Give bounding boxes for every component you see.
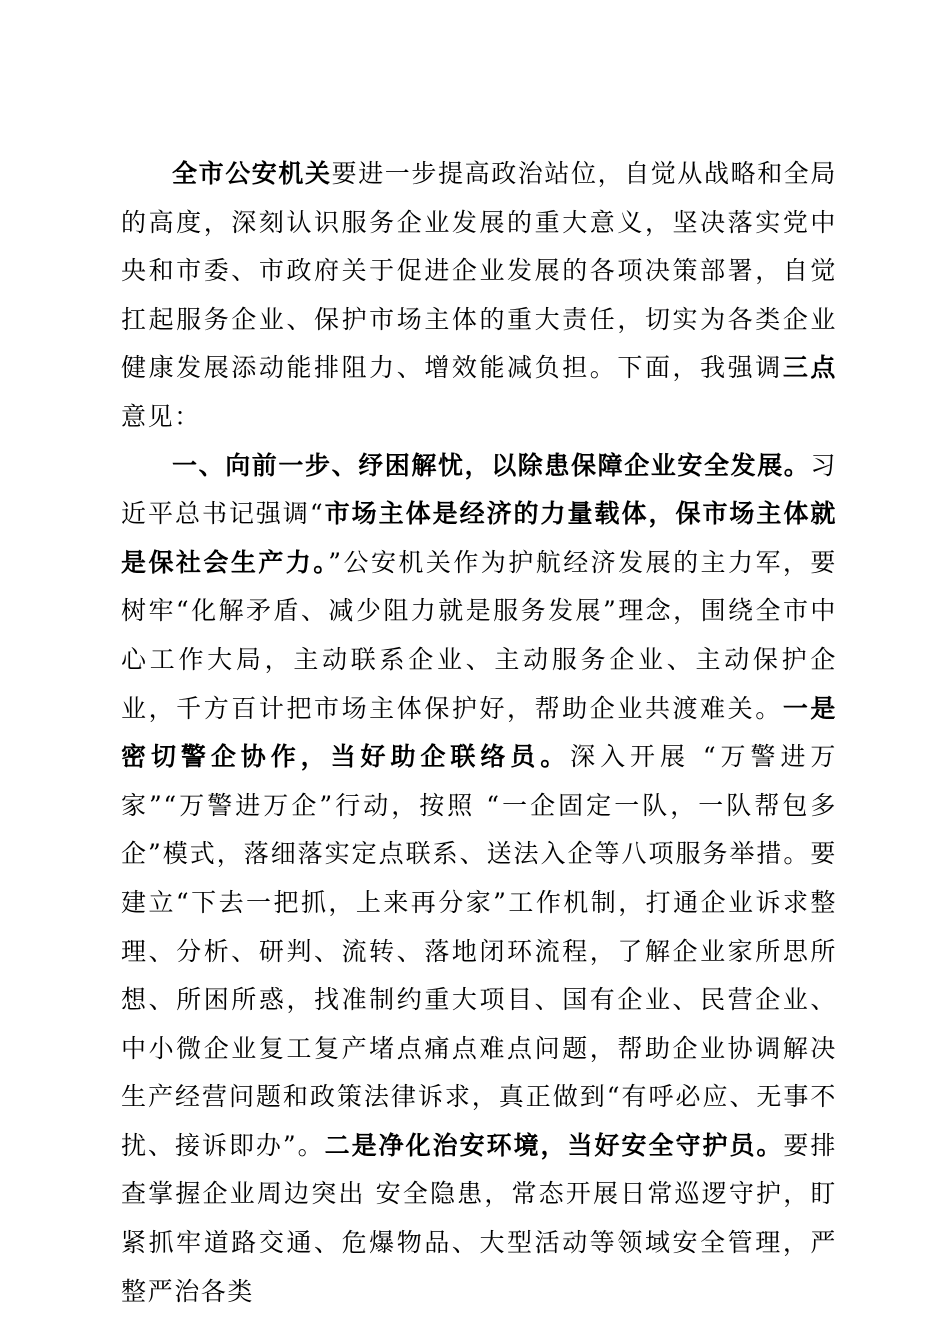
bold-phrase: 全市公安机关: [172, 159, 332, 188]
document-body: [121, 150, 837, 1316]
text-run: 习近平总书记强调“: [121, 450, 838, 529]
text-run: 深入开展 “万警进万家”“万警进万企”行动，按照 “一企固定一队，一队帮包多企”模式，落细落实定点联系、送法入企等八项服务举措。要建立“下去一把抓，上来再分家”工作机制，打通企业诉求整理、分析、研判、流转、落地闭环流程，了解企业家所思所想、所困所惑，找准制约重大项目、国有企业、民营企业、中小微企业复工复产堵点痛点难点问题，帮助企业协调解决生产经营问题和政策法律诉求，真正做到“有呼必应、无事不扰、接诉即办”。: [121, 742, 837, 1160]
bold-phrase: 三点: [782, 353, 838, 383]
paragraph-intro: [121, 150, 837, 442]
text-run: 要排查掌握企业周边突出 安全隐患，常态开展日常巡逻守护，盯紧抓牢道路交通、危爆物品、大型活动等领域安全管理，严整严治各类: [121, 1130, 838, 1306]
paragraph-section-one: [121, 442, 837, 1317]
subheading-two: 二是净化治安环境，当好安全守护员。: [324, 1130, 784, 1160]
text-run: 意见：: [121, 401, 201, 431]
text-run: ”公安机关作为护航经济发展的主力军，要树牢“化解矛盾、减少阻力就是服务发展”理念，围绕全市中心工作大局，主动联系企业、主动服务企业、主动保护企业，千方百计把市场主体保护好，帮助企业共渡难关。: [121, 547, 837, 723]
subheading-one: 一是密切警企协作，当好助企联络员。: [121, 693, 838, 772]
bold-quote: 市场主体是经济的力量载体，保市场主体就是保社会生产力。: [121, 499, 837, 577]
text-run: 要进一步提高政治站位，自觉从战略和全局的高度，深刻认识服务企业发展的重大意义，坚决落实党中央和市委、市政府关于促进企业发展的各项决策部署，自觉扛起服务企业、保护市场主体的重大责任，切实为各类企业健康发展添动能排阻力、增效能减负担。下面，我强调: [121, 159, 838, 383]
section-heading: 一、向前一步、纾困解忧，以除患保障企业安全发展。: [172, 450, 811, 480]
